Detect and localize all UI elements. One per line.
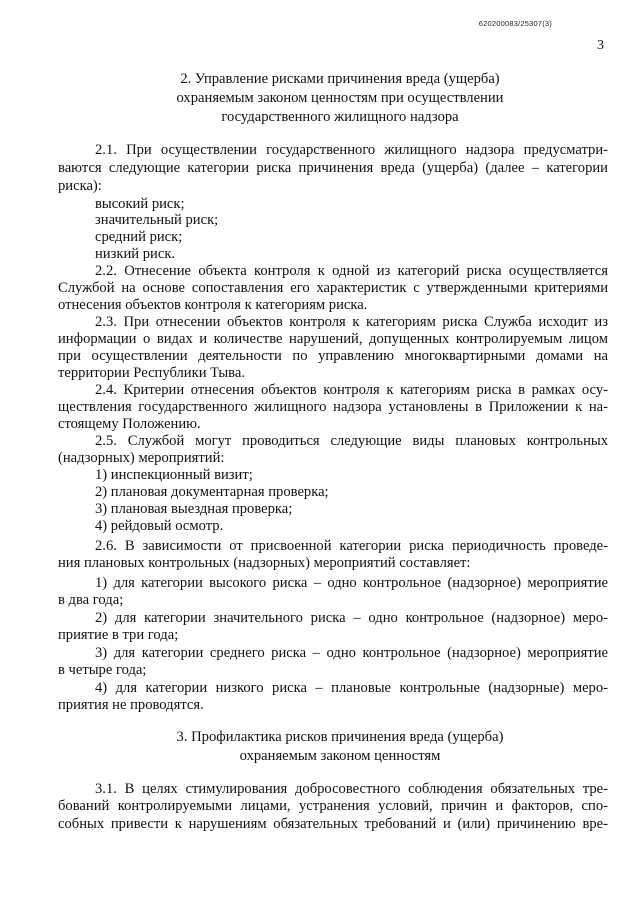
body-line: в два года; bbox=[58, 592, 124, 608]
list-item: средний риск; bbox=[95, 229, 183, 245]
body-line: отнесения объектов контроля к категориям риска. bbox=[58, 297, 368, 313]
section-3-heading-line: охраняемым законом ценностям bbox=[239, 748, 441, 764]
section-2-heading-line: 2. Управление рисками причинения вреда (ущерба) bbox=[180, 71, 500, 87]
body-line: при осуществлении деятельности по управлению многоквартирными домами на bbox=[58, 348, 608, 364]
list-item: 1) инспекционный визит; bbox=[95, 467, 253, 483]
body-line: ществления государственного жилищного надзора установлены в Приложении к на- bbox=[58, 399, 608, 415]
body-line: 2.4. Критерии отнесения объектов контроля к категориям риска в рамках осу- bbox=[95, 382, 608, 398]
body-line: 1) для категории высокого риска – одно контрольное (надзорное) мероприятие bbox=[95, 575, 608, 591]
section-2-heading bbox=[60, 70, 620, 127]
section-2-heading-line: государственного жилищного надзора bbox=[221, 109, 459, 125]
list-item: высокий риск; bbox=[95, 196, 185, 212]
body-line: 2.6. В зависимости от присвоенной категории риска периодичность проведе- bbox=[95, 538, 608, 554]
section-3-heading-line: 3. Профилактика рисков причинения вреда (ущерба) bbox=[176, 729, 504, 745]
body-line: в четыре года; bbox=[58, 662, 147, 678]
body-line: собных привести к нарушениям обязательных требований и (или) причинению вре- bbox=[58, 816, 608, 832]
section-2-heading-line: охраняемым законом ценностям при осуществлении bbox=[176, 90, 504, 106]
body-line: 2.2. Отнесение объекта контроля к одной из категорий риска осуществляется bbox=[95, 263, 608, 279]
document-id: 620200083/25307(3) bbox=[478, 19, 552, 28]
body-line: 3) для категории среднего риска – одно контрольное (надзорное) мероприятие bbox=[95, 645, 608, 661]
body-line: 2) для категории значительного риска – одно контрольное (надзорное) меро- bbox=[95, 610, 608, 626]
body-line: риска): bbox=[58, 178, 102, 194]
section-3-heading bbox=[60, 728, 620, 766]
list-item: значительный риск; bbox=[95, 212, 219, 228]
body-line: (надзорных) мероприятий: bbox=[58, 450, 225, 466]
body-line: приятие в три года; bbox=[58, 627, 179, 643]
body-line: приятия не проводятся. bbox=[58, 697, 204, 713]
body-line: Службой на основе сопоставления его характеристик с утвержденными критериями bbox=[58, 280, 608, 296]
list-item: 3) плановая выездная проверка; bbox=[95, 501, 293, 517]
list-item: 4) рейдовый осмотр. bbox=[95, 518, 224, 534]
body-line: информации о видах и количестве нарушений, допущенных контролируемым лицом bbox=[58, 331, 608, 347]
body-line: ваются следующие категории риска причинения вреда (ущерба) (далее – категории bbox=[58, 160, 608, 176]
body-line: территории Республики Тыва. bbox=[58, 365, 245, 381]
list-item: 2) плановая документарная проверка; bbox=[95, 484, 329, 500]
body-line: 2.3. При отнесении объектов контроля к категориям риска Служба исходит из bbox=[95, 314, 608, 330]
body-line: 4) для категории низкого риска – плановые контрольные (надзорные) меро- bbox=[95, 680, 608, 696]
body-line: ния плановых контрольных (надзорных) мероприятий составляет: bbox=[58, 555, 471, 571]
page-number: 3 bbox=[597, 38, 604, 53]
body-line: 2.5. Службой могут проводиться следующие виды плановых контрольных bbox=[95, 433, 608, 449]
body-line: 3.1. В целях стимулирования добросовестного соблюдения обязательных тре- bbox=[95, 781, 608, 797]
body-line: 2.1. При осуществлении государственного жилищного надзора предусматри- bbox=[95, 142, 608, 158]
body-line: бований контролируемыми лицами, устранения условий, причин и факторов, спо- bbox=[58, 798, 608, 814]
body-line: стоящему Положению. bbox=[58, 416, 201, 432]
list-item: низкий риск. bbox=[95, 246, 176, 262]
